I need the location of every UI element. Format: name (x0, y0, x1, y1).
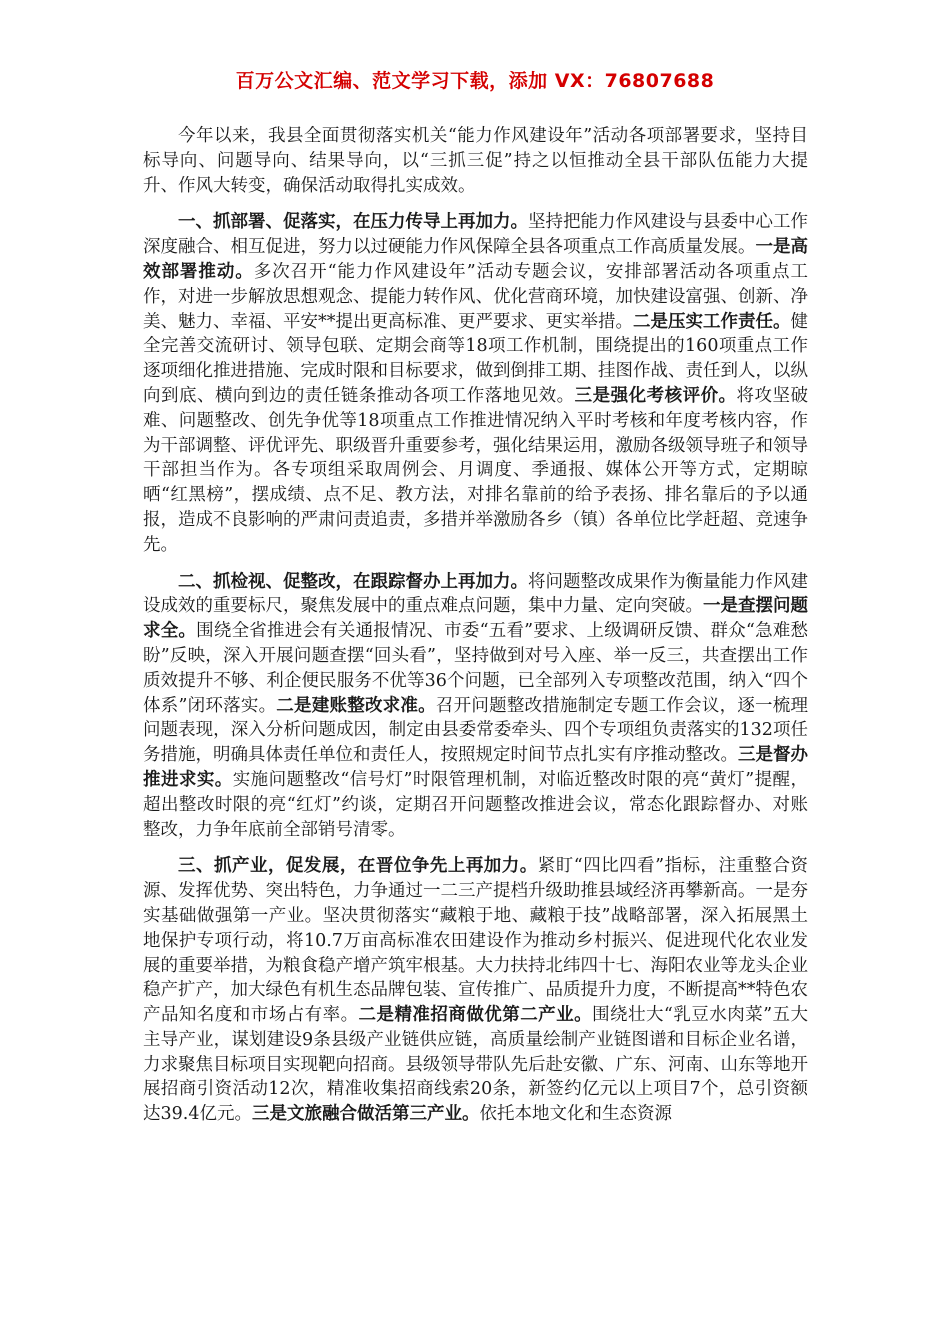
point-label: 二是建账整改求准。 (276, 695, 436, 716)
point-text: 围绕全省推进会有关通报情况、市委“五看”要求、上级调研反馈、群众“急难愁盼”反映，深入开展问题查摆“回头看”，坚持做到对号入座、举一反三，共查摆出工作质效提升不够、利企便民服务不优等36个问题，已全部列入专项整改范围，纳入“四个体系”闭环落实。 (143, 621, 809, 716)
section-paragraph-2 (143, 570, 808, 843)
section-lead: 紧盯“四比四看”指标，注重整合资源、发挥优势、突出特色，力争通过一二三产提档升级助推县域经济再攀新高。一是夯实基础做强第一产业。坚决贯彻落实“藏粮于地、藏粮于技”战略部署，深入拓展黑土地保护专项行动，将10.7万亩高标准农田建设作为推动乡村振兴、促进现代化农业发展的重要举措，为粮食稳产增产筑牢根基。大力扶持北纬四十七、海阳农业等龙头企业稳产扩产，加大绿色有机生态品牌包装、宣传推广、品质提升力度，不断提高**特色农产品知名度和市场占有率。 (143, 856, 808, 1026)
section-heading: 一、抓部署、促落实，在压力传导上再加力。 (178, 212, 528, 233)
section-lead: 坚持把能力作风建设与县委中心工作深度融合、相互促进，努力以过硬能力作风保障全县各项重点工作高质量发展。 (143, 212, 808, 258)
intro-paragraph: 今年以来，我县全面贯彻落实机关“能力作风建设年”活动各项部署要求，坚持目标导向、问题导向、结果导向，以“三抓三促”持之以恒推动全县干部队伍能力大提升、作风大转变，确保活动取得扎实成效。 (143, 126, 808, 196)
section-lead: 将问题整改成果作为衡量能力作风建设成效的重要标尺，聚焦发展中的重点难点问题，集中力量、定向突破。 (143, 571, 808, 617)
page-header: 百万公文汇编、范文学习下载，添加 VX：76807688 (235, 70, 715, 92)
point-text: 围绕壮大“乳豆水肉菜”五大主导产业，谋划建设9条县级产业链供应链，高质量绘制产业链图谱和目标企业名谱，力求聚焦目标项目实现靶向招商。县级领导带队先后赴安徽、广东、河南、山东等地开展招商引资活动12次，精准收集招商线索20条，新签约亿元以上项目7个，总引资额达39.4亿元。 (143, 1005, 808, 1125)
section-heading: 三、抓产业，促发展，在晋位争先上再加力。 (178, 856, 538, 877)
section-paragraph-3 (143, 854, 808, 1127)
point-label: 二是压实工作责任。 (633, 311, 791, 332)
document-body (143, 124, 808, 1139)
section-heading: 二、抓检视、促整改，在跟踪督办上再加力。 (178, 571, 528, 592)
point-text: 健全完善交流研讨、领导包联、定期会商等18项工作机制，围绕提出的160项重点工作逐项细化推进措施、完成时限和目标要求，做到倒排工期、挂图作战、责任到人，以纵向到底、横向到边的责任链条推动各项工作落地见效。 (143, 311, 808, 406)
point-text: 实施问题整改“信号灯”时限管理机制，对临近整改时限的亮“黄灯”提醒，超出整改时限的亮“红灯”约谈，定期召开问题整改推进会议，常态化跟踪督办、对账整改，力争年底前全部销号清零。 (143, 769, 808, 840)
point-label: 三是文旅融合做活第三产业。 (251, 1104, 480, 1125)
section-paragraph-1 (143, 210, 808, 557)
point-label: 二是精准招商做优第二产业。 (358, 1005, 593, 1026)
point-text: 依托本地文化和生态资源 (479, 1104, 672, 1125)
point-label: 三是督办推进求实。 (143, 745, 808, 790)
point-label: 一是查摆问题求全。 (143, 596, 808, 642)
point-label: 一是高效部署推动。 (143, 237, 808, 282)
point-label: 三是强化考核评价。 (574, 385, 737, 406)
point-text: 多次召开“能力作风建设年”活动专题会议，安排部署活动各项重点工作，对进一步解放思想观念、提能力转作风、优化营商环境，加快建设富强、创新、净美、魅力、幸福、平安**提出更高标准、更严要求、更实举措。 (143, 261, 808, 332)
point-text: 将攻坚破难、问题整改、创先争优等18项重点工作推进情况纳入平时考核和年度考核内容，作为干部调整、评优评先、职级晋升重要参考，强化结果运用，激励各级领导班子和领导干部担当作为。各专项组采取周例会、月调度、季通报、媒体公开等方式，定期晾晒“红黑榜”，摆成绩、点不足、教方法，对排名靠前的给予表扬、排名靠后的予以通报，造成不良影响的严肃问责追责，多措并举激励各乡（镇）各单位比学赶超、竞速争先。 (143, 385, 809, 555)
point-text: 召开问题整改措施制定专题工作会议，逐一梳理问题表现，深入分析问题成因，制定由县委常委牵头、四个专项组负责落实的132项任务措施，明确具体责任单位和责任人，按照规定时间节点扎实有序推动整改。 (143, 695, 809, 766)
